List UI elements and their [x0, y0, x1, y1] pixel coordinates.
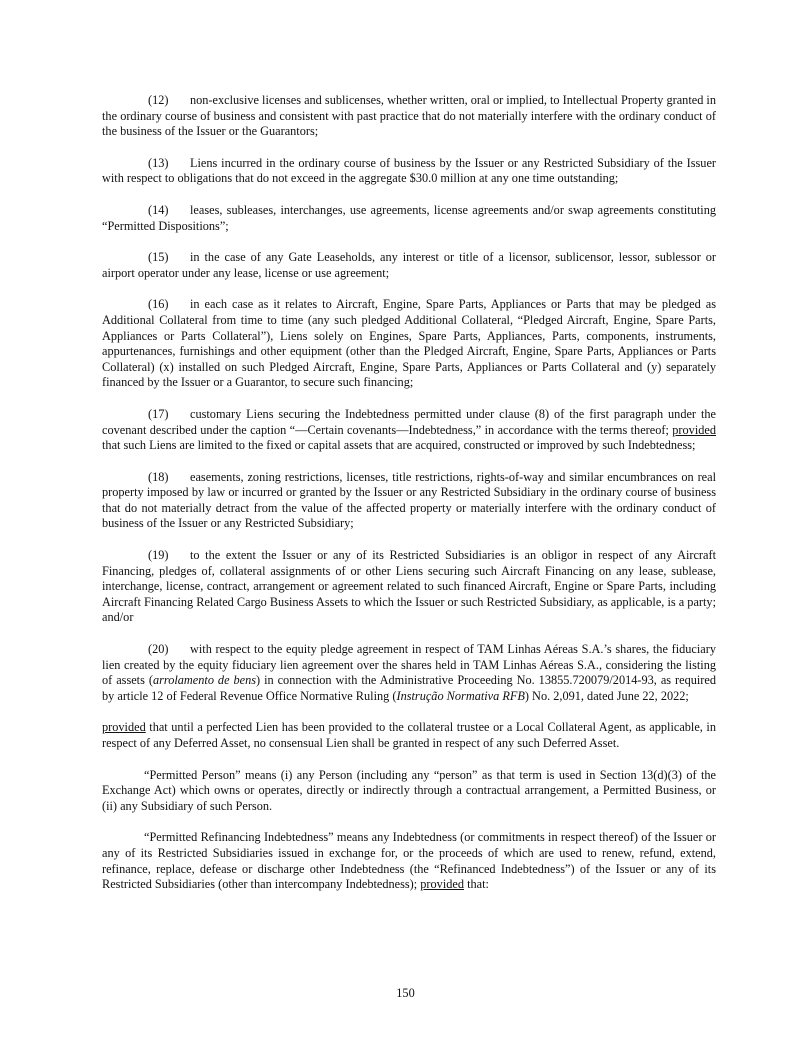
clause-number: (15): [148, 250, 169, 265]
clause-text: in the case of any Gate Leaseholds, any interest or title of a licensor, sublicensor, lessor, sublessor or airport operator under any lease, license or use agreement;: [102, 250, 716, 280]
clause-text: that such Liens are limited to the fixed or capital assets that are acquired, constructed or improved by such Indebtedness;: [102, 438, 696, 453]
clause-number: (13): [148, 155, 169, 170]
definition-text: “Permitted Person” means (i) any Person (including any “person” as that term is used in Section 13(d)(3) of the Exchange Act) which owns or operates, directly or indirectly through a contractual arrangement, a Permitted Business, or (ii) any Subsidiary of such Person.: [102, 767, 716, 813]
clause-number: (18): [148, 469, 169, 484]
definition-text: “Permitted Refinancing Indebtedness” means any Indebtedness (or commitments in respect thereof) of the Issuer or any of its Restricted Subsidiaries issued in exchange for, or the proceeds of which are used to renew, refund, extend, refinance, replace, defease or discharge other Indebtedness (the “Refinanced Indebtedness”) of the Issuer or any of its Restricted Subsidiaries (other than intercompany Indebtedness);: [102, 830, 716, 892]
clause-18: [102, 470, 716, 532]
proviso-paragraph: [102, 720, 716, 751]
provided-term: provided: [102, 720, 146, 735]
clause-number: (17): [148, 406, 169, 421]
clause-text: non-exclusive licenses and sublicenses, whether written, oral or implied, to Intellectual Property granted in the ordinary course of business and consistent with past practice that do not materially interfere with the ordinary conduct of the business of the Issuer or the Guarantors;: [102, 93, 716, 139]
clause-text: easements, zoning restrictions, licenses, title restrictions, rights-of-way and similar encumbrances on real property imposed by law or incurred or granted by the Issuer or any Restricted Subsidiary in the ordinary course of business that do not materially detract from the value of the affected property or materially interfere with the ordinary conduct of business of the Issuer or any Restricted Subsidiary;: [102, 469, 716, 531]
clause-20: [102, 642, 716, 704]
clause-number: (19): [148, 548, 169, 563]
clause-text: customary Liens securing the Indebtedness permitted under clause (8) of the first paragraph under the covenant described under the caption “—Certain covenants—Indebtedness,” in accordance with the terms thereof;: [102, 406, 716, 437]
definition-text: that:: [464, 877, 489, 892]
clause-text: ) in connection with the Administrative Proceeding No. 13855.720079/2014-93, as required by article 12 of Federal Revenue Office Normative Ruling (: [102, 673, 716, 703]
clause-number: (16): [148, 297, 169, 312]
clause-15: [102, 250, 716, 281]
clause-number: (12): [148, 93, 169, 107]
clause-14: [102, 203, 716, 234]
definition-permitted-refinancing-indebtedness: [102, 830, 716, 892]
clause-text: to the extent the Issuer or any of its Restricted Subsidiaries is an obligor in respect of any Aircraft Financing, pledges of, collateral assignments of or other Liens securing such Aircraft Financing on any lease, sublease, interchange, license, contract, arrangement or agreement related to such financed Aircraft, Engine or Spare Parts, including Aircraft Financing Related Cargo Business Assets to which the Issuer or such Restricted Subsidiary, as applicable, is a party; and/or: [102, 548, 716, 625]
clause-text: Liens incurred in the ordinary course of business by the Issuer or any Restricted Subsidiary of the Issuer with respect to obligations that do not exceed in the aggregate $30.0 million at any one time outstanding;: [102, 155, 716, 186]
clause-17: [102, 407, 716, 454]
italic-term: arrolamento de bens: [152, 673, 257, 688]
clause-12: [102, 93, 716, 140]
clause-number: (20): [148, 642, 169, 657]
clause-text: with respect to the equity pledge agreement in respect of TAM Linhas Aéreas S.A.’s shares, the fiduciary lien created by the equity fiduciary lien agreement over the shares held in TAM Linhas Aéreas S.A., considering the listing of assets (: [102, 642, 716, 688]
clause-19: [102, 548, 716, 626]
clause-text: leases, subleases, interchanges, use agreements, license agreements and/or swap agreements constituting “Permitted Dispositions”;: [102, 202, 716, 233]
definition-permitted-person: [102, 768, 716, 815]
clause-16: [102, 297, 716, 391]
clause-13: [102, 156, 716, 187]
page-number: 150: [396, 986, 415, 1000]
clause-number: (14): [148, 202, 169, 217]
proviso-text: that until a perfected Lien has been provided to the collateral trustee or a Local Collateral Agent, as applicable, in respect of any Deferred Asset, no consensual Lien shall be granted in respect of any such Deferred Asset.: [102, 720, 716, 750]
clause-text: ) No. 2,091, dated June 22, 2022;: [524, 688, 689, 703]
italic-term: Instrução Normativa RFB: [396, 688, 525, 703]
provided-term: provided: [420, 877, 464, 892]
document-body: [102, 93, 716, 909]
clause-text: in each case as it relates to Aircraft, Engine, Spare Parts, Appliances or Parts that may be pledged as Additional Collateral from time to time (any such pledged Additional Collateral, “Pledged Aircraft, Engine, Spare Parts, Appliances or Parts Collateral”), Liens solely on Engines, Spare Parts, Appliances, Parts, components, instruments, appurtenances, furnishings and other equipment (other than the Pledged Aircraft, Engine, Spare Parts, Appliances or Parts Collateral) (x) installed on such Pledged Aircraft, Engine, Spare Parts, Appliances or Parts Collateral and (y) separately financed by the Issuer or a Guarantor, to secure such financing;: [102, 297, 716, 390]
provided-term: provided: [672, 422, 716, 437]
